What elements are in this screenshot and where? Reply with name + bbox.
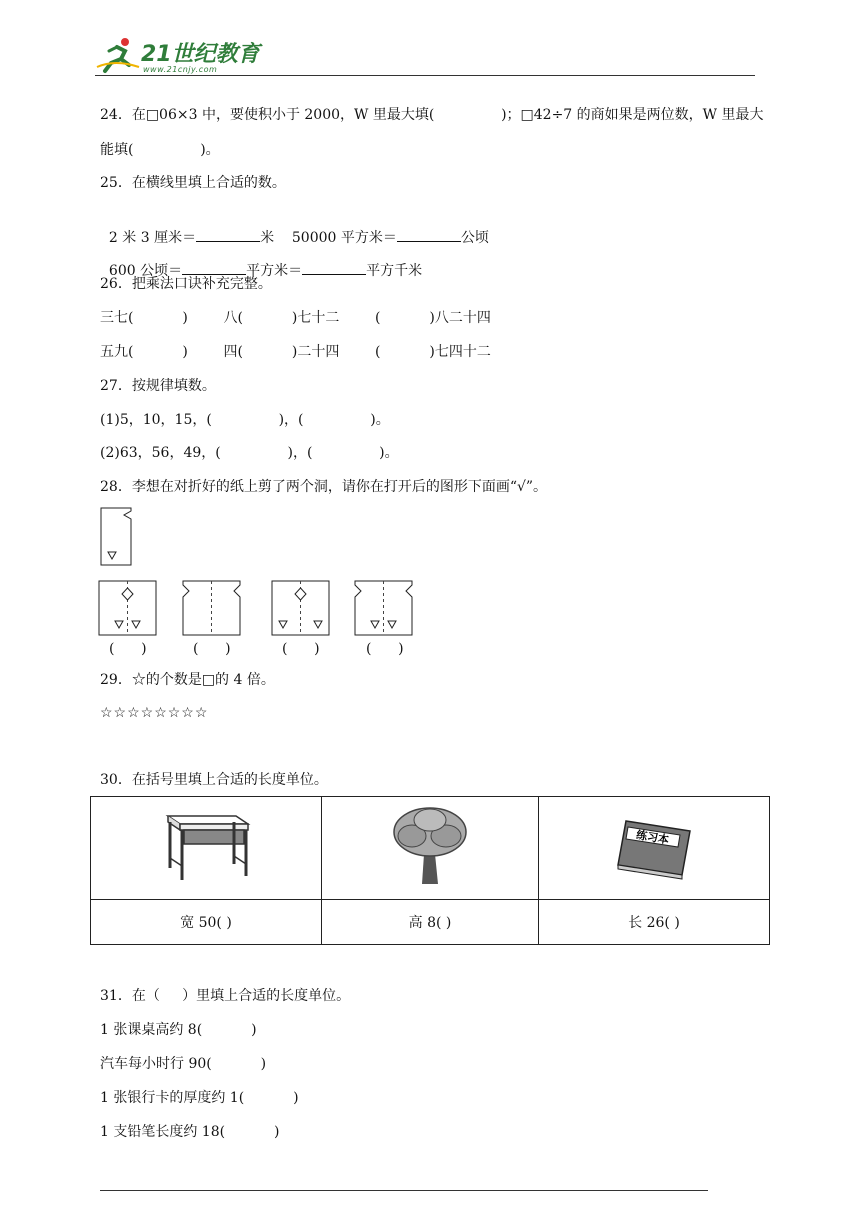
q28-answer-c[interactable]: ( )	[282, 641, 320, 657]
desk-cell	[91, 797, 322, 900]
q25-b3: 平方千米	[366, 263, 423, 279]
q25-b1: 600 公顷＝	[108, 263, 183, 279]
q28-answer-d[interactable]: ( )	[366, 641, 404, 657]
runner-logo-icon	[95, 37, 141, 75]
q30-cell-length[interactable]: 长 26( )	[539, 900, 770, 945]
q25-b2: 平方米＝	[246, 263, 303, 279]
footer-rule	[100, 1190, 708, 1191]
q25-a3: 公顷	[460, 230, 489, 246]
notebook-cell	[539, 797, 770, 900]
q26-row2: 五九( ) 四( )二十四 ( )七四十二	[100, 344, 491, 360]
folded-paper-figure	[98, 505, 138, 569]
q30-cell-height[interactable]: 高 8( )	[322, 900, 539, 945]
q28-title: 28．李想在对折好的纸上剪了两个洞，请你在打开后的图形下面画“√”。	[100, 479, 548, 495]
site-logo	[95, 35, 265, 77]
option-figure-a	[98, 580, 158, 638]
q28-answer-a[interactable]: ( )	[109, 641, 147, 657]
q27-row1: (1)5，10，15，( )，( )。	[100, 412, 390, 428]
tree-cell	[322, 797, 539, 900]
q26-title: 26．把乘法口诀补充完整。	[100, 276, 272, 292]
q31-title: 31．在（ ）里填上合适的长度单位。	[100, 988, 351, 1004]
notebook-icon	[612, 811, 696, 881]
q30-table	[90, 796, 770, 945]
q28-answer-b[interactable]: ( )	[193, 641, 231, 657]
logo-url: www.21cnjy.com	[143, 65, 218, 74]
option-figure-c	[271, 580, 331, 638]
q26-row1: 三七( ) 八( )七十二 ( )八二十四	[100, 310, 491, 326]
notebook-label: 练习本	[635, 828, 670, 847]
blank-line[interactable]	[182, 260, 246, 275]
option-figure-b	[182, 580, 242, 638]
q25-title: 25．在横线里填上合适的数。	[100, 175, 286, 191]
blank-line[interactable]	[302, 260, 366, 275]
tree-icon	[388, 804, 472, 888]
q29-title: 29．☆的个数是□的 4 倍。	[100, 672, 275, 688]
q24-line1: 24．在□06×3 中，要使积小于 2000，W 里最大填( )；□42÷7 的商如果是两位数，W 里最大	[100, 107, 764, 123]
q25-a2: 米 50000 平方米＝	[260, 230, 397, 246]
header-rule	[95, 75, 755, 76]
q31-item-1: 1 张课桌高约 8( )	[100, 1022, 257, 1038]
q27-title: 27．按规律填数。	[100, 378, 216, 394]
q31-item-2: 汽车每小时行 90( )	[100, 1056, 267, 1072]
option-figure-d	[354, 580, 414, 638]
q31-item-3: 1 张银行卡的厚度约 1( )	[100, 1090, 299, 1106]
q30-title: 30．在括号里填上合适的长度单位。	[100, 772, 328, 788]
q29-stars: ☆☆☆☆☆☆☆☆	[100, 705, 209, 721]
q25-a1: 2 米 3 厘米＝	[108, 230, 197, 246]
q27-row2: (2)63，56，49，( )，( )。	[100, 445, 399, 461]
q30-cell-width[interactable]: 宽 50( )	[91, 900, 322, 945]
q31-item-4: 1 支铅笔长度约 18( )	[100, 1124, 280, 1140]
desk-icon	[156, 806, 256, 886]
q24-line2: 能填( )。	[100, 142, 220, 158]
logo-text: 21世纪教育	[141, 42, 260, 67]
